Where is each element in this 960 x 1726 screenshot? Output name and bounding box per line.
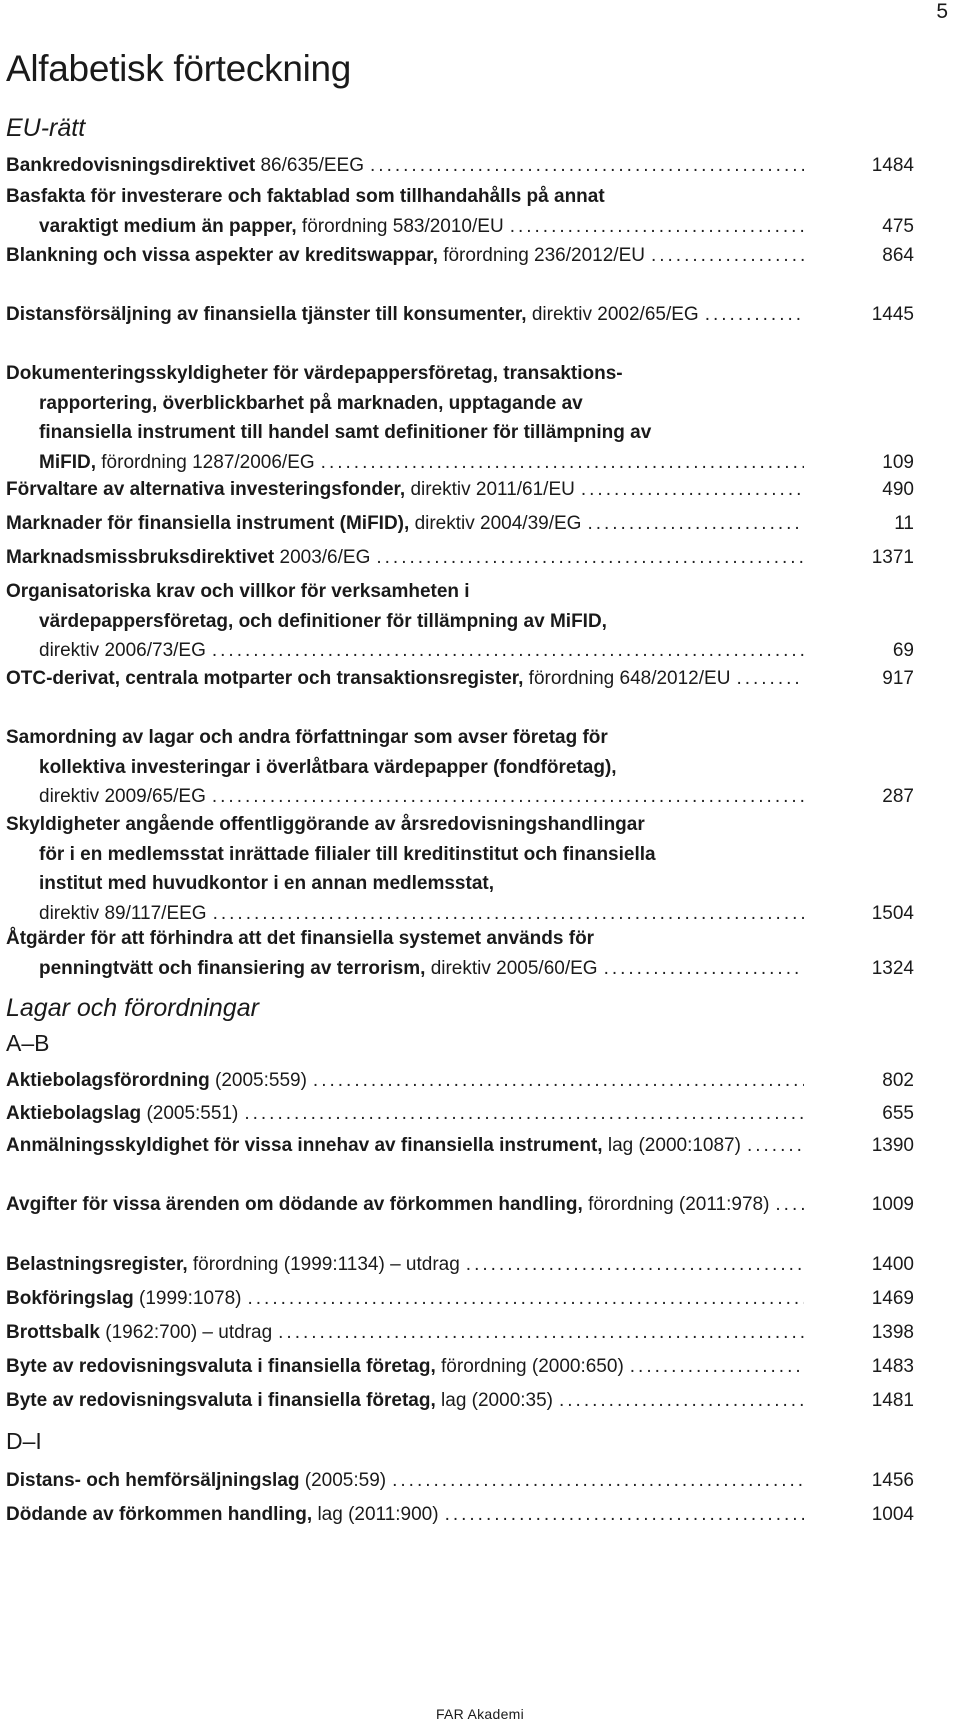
entry-line-final	[6, 300, 914, 330]
entry-page-number: 1483	[871, 1356, 914, 1377]
entry-line-final	[6, 475, 914, 505]
page-number: 5	[936, 0, 948, 23]
entry-page-number: 1504	[871, 902, 914, 924]
entry-line-final	[6, 448, 914, 478]
entry-title: Byte av redovisningsvaluta i finansiella företag, lag (2000:35)	[6, 1390, 553, 1411]
entry-line-final	[6, 664, 914, 694]
entry-page-number: 655	[882, 1103, 914, 1124]
dot-leader	[321, 448, 804, 478]
entry-line-final	[6, 1386, 914, 1416]
dot-leader	[581, 475, 804, 505]
entry-title: penningtvätt och finansiering av terrorism, direktiv 2005/60/EG	[39, 957, 598, 979]
entry-line-final	[6, 1318, 914, 1348]
entry-line-final	[6, 636, 914, 666]
entry-page-number: 1456	[871, 1470, 914, 1491]
entry-title: MiFID, förordning 1287/2006/EG	[39, 451, 315, 473]
index-entry	[6, 1131, 914, 1161]
letter-heading-a-b: A–B	[6, 1030, 50, 1056]
entry-line-final	[6, 1190, 914, 1220]
entry-line-final	[6, 1284, 914, 1314]
dot-leader	[736, 664, 804, 694]
entry-title: Anmälningsskyldighet för vissa innehav av finansiella instrument, lag (2000:1087)	[6, 1135, 741, 1156]
entry-page-number: 109	[882, 451, 914, 473]
entry-line-final	[6, 1250, 914, 1280]
index-entry	[6, 1318, 914, 1348]
entry-page-number: 1400	[871, 1254, 914, 1275]
entry-title: Bankredovisningsdirektivet 86/635/EEG	[6, 155, 365, 176]
entry-line: institut med huvudkontor i en annan medlemsstat,	[39, 873, 494, 894]
entry-line: rapportering, överblickbarhet på marknaden, upptagande av	[39, 392, 583, 414]
index-entry	[6, 1190, 914, 1220]
entry-title: Marknader för finansiella instrument (MiFID), direktiv 2004/39/EG	[6, 513, 582, 534]
dot-leader	[278, 1318, 804, 1348]
index-entry	[6, 1066, 914, 1096]
dot-leader	[445, 1500, 804, 1530]
dot-leader	[587, 509, 804, 539]
entry-page-number: 1324	[871, 957, 914, 979]
entry-title: varaktigt medium än papper, förordning 583/2010/EU	[39, 215, 504, 237]
entry-line-final	[6, 509, 914, 539]
entry-title: direktiv 2006/73/EG	[39, 640, 206, 661]
entry-page-number: 1484	[871, 155, 914, 176]
entry-line-final	[6, 1099, 914, 1129]
dot-leader	[630, 1352, 804, 1382]
dot-leader	[244, 1099, 804, 1129]
index-entry	[6, 151, 914, 181]
entry-page-number: 11	[894, 513, 914, 534]
entry-line-final	[6, 151, 914, 181]
entry-title: Dödande av förkommen handling, lag (2011:900)	[6, 1504, 439, 1525]
index-entry	[6, 577, 914, 666]
entry-line-final	[6, 1066, 914, 1096]
dot-leader	[247, 1284, 804, 1314]
entry-line-final	[6, 782, 914, 812]
dot-leader	[392, 1466, 804, 1496]
entry-title: Distans- och hemförsäljningslag (2005:59)	[6, 1470, 387, 1491]
entry-title: Marknadsmissbruksdirektivet 2003/6/EG	[6, 547, 371, 568]
dot-leader	[651, 241, 804, 271]
entry-title: Aktiebolagsförordning (2005:559)	[6, 1070, 307, 1091]
entry-line-final	[6, 954, 914, 984]
footer-publisher: FAR Akademi	[435, 1706, 525, 1722]
index-entry	[6, 1099, 914, 1129]
index-entry	[6, 359, 914, 477]
entry-line: Organisatoriska krav och villkor för verksamheten i	[6, 581, 470, 602]
entry-line-final	[6, 1131, 914, 1161]
entry-title: Aktiebolagslag (2005:551)	[6, 1103, 239, 1124]
index-entry	[6, 810, 914, 928]
entry-page-number: 1009	[871, 1194, 914, 1215]
index-entry	[6, 182, 914, 241]
entry-line: Skyldigheter angående offentliggörande av årsredovisningshandlingar	[6, 814, 645, 835]
entry-line: Samordning av lagar och andra författningar som avser företag för	[6, 727, 608, 748]
index-entry	[6, 543, 914, 573]
entry-line: Dokumenteringsskyldigheter för värdepappersföretag, transaktions-	[6, 363, 623, 384]
dot-leader	[466, 1250, 804, 1280]
dot-leader	[604, 954, 804, 984]
entry-title: Distansförsäljning av finansiella tjänster till konsumenter, direktiv 2002/65/EG	[6, 304, 699, 325]
index-entry	[6, 1386, 914, 1416]
index-entry	[6, 1500, 914, 1530]
entry-page-number: 287	[882, 786, 914, 807]
index-entry	[6, 509, 914, 539]
entry-title: Byte av redovisningsvaluta i finansiella företag, förordning (2000:650)	[6, 1356, 624, 1377]
index-entry	[6, 300, 914, 330]
dot-leader	[370, 151, 804, 181]
entry-page-number: 1390	[871, 1135, 914, 1156]
entry-title: Brottsbalk (1962:700) – utdrag	[6, 1322, 273, 1343]
entry-title: Bokföringslag (1999:1078)	[6, 1288, 242, 1309]
page-title: Alfabetisk förteckning	[6, 48, 352, 89]
entry-page-number: 1481	[871, 1390, 914, 1411]
dot-leader	[705, 300, 804, 330]
dot-leader	[747, 1131, 804, 1161]
entry-title: OTC-derivat, centrala motparter och transaktionsregister, förordning 648/2012/EU	[6, 668, 731, 689]
dot-leader	[559, 1386, 804, 1416]
entry-line: finansiella instrument till handel samt definitioner för tillämpning av	[39, 422, 652, 443]
entry-page-number: 917	[882, 668, 914, 689]
entry-line: Basfakta för investerare och faktablad som tillhandahålls på annat	[6, 186, 605, 207]
entry-title: direktiv 2009/65/EG	[39, 786, 206, 807]
index-entry	[6, 1284, 914, 1314]
entry-line-final	[6, 543, 914, 573]
entry-page-number: 1398	[871, 1322, 914, 1343]
entry-line: värdepappersföretag, och definitioner för tillämpning av MiFID,	[39, 610, 607, 632]
section-heading-eu: EU-rätt	[6, 114, 86, 142]
index-entry	[6, 241, 914, 271]
dot-leader	[212, 782, 804, 812]
index-entry	[6, 924, 914, 983]
entry-page-number: 475	[882, 215, 914, 237]
entry-line-final	[6, 1466, 914, 1496]
index-entry	[6, 475, 914, 505]
index-entry	[6, 723, 914, 812]
entry-page-number: 802	[882, 1070, 914, 1091]
dot-leader	[376, 543, 804, 573]
index-entry	[6, 1250, 914, 1280]
entry-title: Belastningsregister, förordning (1999:1134) – utdrag	[6, 1254, 460, 1275]
index-entry	[6, 1466, 914, 1496]
index-entry	[6, 664, 914, 694]
entry-page-number: 864	[882, 245, 914, 266]
entry-page-number: 490	[882, 479, 914, 500]
entry-title: Förvaltare av alternativa investeringsfonder, direktiv 2011/61/EU	[6, 479, 575, 500]
index-entry	[6, 1352, 914, 1382]
entry-line: för i en medlemsstat inrättade filialer till kreditinstitut och finansiella	[39, 843, 656, 865]
entry-line-final	[6, 212, 914, 242]
entry-page-number: 1445	[871, 304, 914, 325]
dot-leader	[775, 1190, 804, 1220]
entry-page-number: 1004	[871, 1504, 914, 1525]
entry-line-final	[6, 1500, 914, 1530]
entry-page-number: 69	[892, 640, 914, 661]
entry-title: direktiv 89/117/EEG	[39, 902, 207, 924]
entry-line: Åtgärder för att förhindra att det finansiella systemet används för	[6, 928, 595, 949]
entry-line-final	[6, 1352, 914, 1382]
entry-page-number: 1371	[871, 547, 914, 568]
entry-title: Avgifter för vissa ärenden om dödande av förkommen handling, förordning (2011:978)	[6, 1194, 770, 1215]
dot-leader	[212, 636, 804, 666]
entry-line-final	[6, 241, 914, 271]
section-heading-lagar: Lagar och förordningar	[6, 994, 259, 1022]
letter-heading-d-i: D–I	[6, 1428, 42, 1454]
dot-leader	[510, 212, 804, 242]
entry-line: kollektiva investeringar i överlåtbara värdepapper (fondföretag),	[39, 756, 617, 778]
entry-page-number: 1469	[871, 1288, 914, 1309]
dot-leader	[313, 1066, 804, 1096]
entry-title: Blankning och vissa aspekter av kreditswappar, förordning 236/2012/EU	[6, 245, 645, 266]
